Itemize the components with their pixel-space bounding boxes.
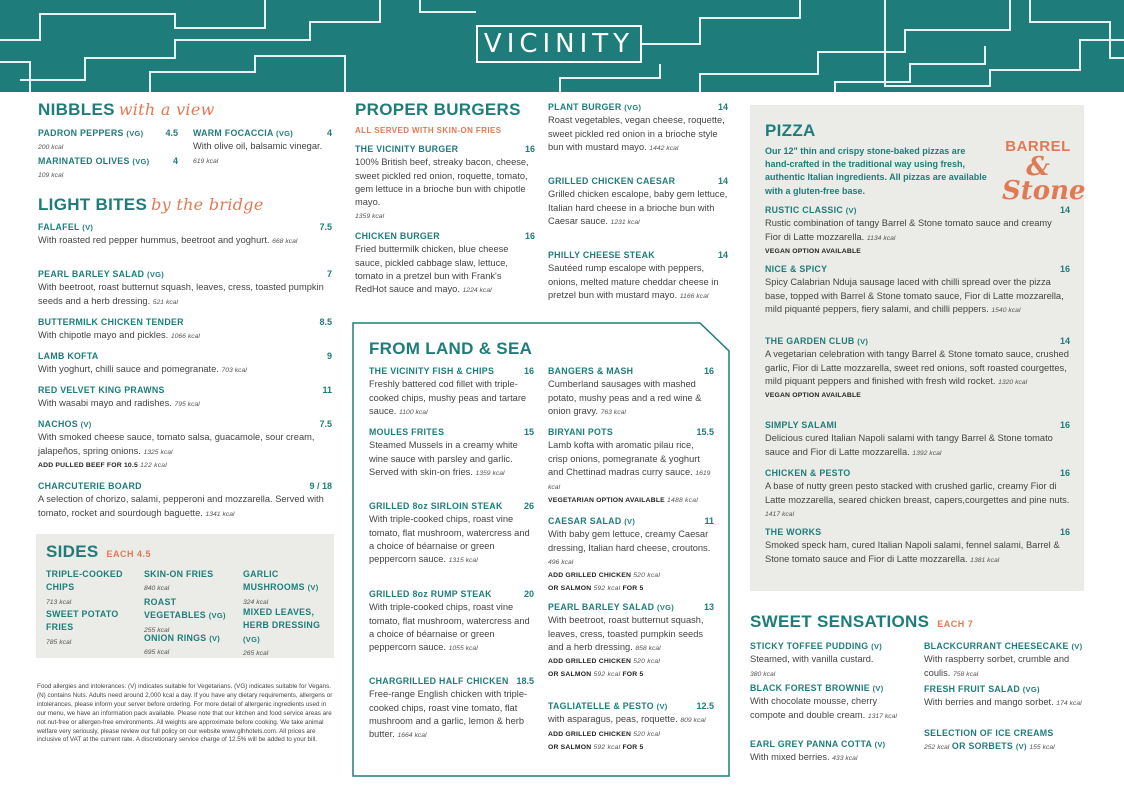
item-name: SIMPLY SALAMI [765, 420, 837, 430]
item-desc: Cumberland sausages with mashed potato, mushy peas and a red wine & onion gravy. [548, 379, 702, 416]
item-name: BANGERS & MASH [548, 366, 634, 376]
item-desc: 100% British beef, streaky bacon, cheese, sweet pickled red onion, roquette, tomato, gem lettuce in a brioche bun with chipotle mayo. [355, 157, 529, 208]
allergen-disclaimer: Food allergies and intolerances: (V) indicates suitable for Vegetarians. (VG) indicates suitable for Vegans. (N) contains Nuts. Adults need around 2,000 kcal a day. If you have any dietary requirements, allergens or intolerances, please inform your server before ordering. For more detail of allergenic ingredients used in our menu, we have an information pack available. Please note that our kitchen and food service areas are not nut-free or allergen-free environments. All weights are approximate before cooking. We take animal welfare very seriously, please review our full policy on our website www.glhhotels.com. All prices are inclusive of VAT at the current rate. A discretionary service charge of 12.5% will be added to your bill. [37, 683, 333, 744]
item-name: RED VELVET KING PRAWNS [38, 385, 165, 395]
item-kcal: 668 kcal [272, 238, 298, 246]
item-name: FRESH FRUIT SALAD (VG) [924, 684, 1040, 694]
item-note: ADD GRILLED CHICKEN 520 kcal [548, 730, 661, 738]
item-name: PEARL BARLEY SALAD (VG) [38, 269, 165, 279]
item-desc: With smoked cheese sauce, tomato salsa, guacamole, sour cream, jalapeños, spring onions. [38, 432, 315, 456]
item-note-2: OR SALMON 592 kcal FOR 5 [548, 585, 644, 593]
item-name: BLACKCURRANT CHEESECAKE (V) [924, 641, 1083, 651]
pizza-heading: PIZZA [765, 121, 816, 140]
item-price: 14 [717, 102, 728, 112]
item-name: BUTTERMILK CHICKEN TENDER [38, 317, 184, 327]
item-kcal: 1392 kcal [912, 449, 942, 457]
item-kcal: 785 kcal [46, 638, 72, 646]
menu-item [38, 155, 178, 183]
item-name: MIXED LEAVES, HERB DRESSING (VG) [243, 607, 321, 644]
item-desc: Sautéed rump escalope with peppers, onions, melted mature cheddar cheese in pretzel bun with mustard mayo. [548, 263, 719, 300]
item-desc: Lamb kofta with aromatic pilau rice, crisp onions, pomegranate & yoghurt and Chettinad madras curry sauce. [548, 440, 700, 477]
item-kcal: 858 kcal [635, 644, 661, 652]
item-name: FALAFEL (V) [38, 222, 94, 232]
item-name: NICE & SPICY [765, 264, 828, 274]
item-note-2: OR SALMON 592 kcal FOR 5 [548, 671, 644, 679]
item-price: 7.5 [319, 419, 332, 429]
item-name: GARLIC MUSHROOMS (V) [243, 569, 319, 593]
item-desc: With triple-cooked chips, roast vine tomato, flat mushroom, watercress and a choice of béarnaise or green peppercorn sauce. [369, 514, 530, 565]
item-kcal: 713 kcal [46, 598, 72, 606]
item-name: PEARL BARLEY SALAD (VG) [548, 602, 675, 612]
item-kcal: 496 kcal [548, 558, 574, 566]
menu-item [765, 526, 1070, 567]
sweet-price: EACH 7 [937, 619, 974, 629]
sides-title: SIDES [46, 542, 99, 561]
item-price: 11 [704, 516, 714, 526]
item-desc: Fried buttermilk chicken, blue cheese sauce, pickled cabbage slaw, lettuce, tomato in a pretzel bun with Frank's RedHot sauce and mayo. [355, 244, 509, 295]
item-kcal: 324 kcal [243, 598, 269, 606]
item-price: 12.5 [696, 701, 714, 711]
item-price: 20 [523, 589, 534, 599]
item-kcal: 1540 kcal [991, 306, 1021, 314]
item-name: THE VICINITY BURGER [355, 144, 459, 154]
item-kcal: 1325 kcal [143, 448, 173, 456]
menu-item [38, 221, 332, 249]
menu-item [750, 738, 910, 766]
menu-item [548, 249, 728, 303]
item-name: CHICKEN & PESTO [765, 468, 851, 478]
item-desc: A selection of chorizo, salami, pepperoni and mozzarella. Served with tomato, rocket and sourdough baguette. [38, 494, 324, 518]
menu-item [548, 601, 714, 682]
item-kcal: 174 kcal [1056, 700, 1082, 708]
item-kcal: 252 kcal [924, 744, 950, 752]
item-note: VEGAN OPTION AVAILABLE [765, 392, 862, 400]
item-name: ONION RINGS (V) [144, 633, 221, 643]
item-desc: With wasabi mayo and radishes. [38, 398, 172, 409]
item-price: 4 [172, 156, 178, 166]
menu-item [750, 682, 910, 723]
item-name: MOULES FRITES [369, 427, 445, 437]
menu-item [548, 101, 728, 155]
item-desc: With roasted red pepper hummus, beetroot and yoghurt. [38, 235, 270, 246]
item-name: GRILLED 8oz RUMP STEAK [369, 589, 492, 599]
item-desc: With beetroot, roast butternut squash, leaves, cress, toasted pumpkin seeds and a herb dressing. [38, 282, 324, 306]
light-bites-title: LIGHT BITES [38, 195, 148, 214]
item-kcal: 265 kcal [243, 649, 269, 657]
item-note: VEGETARIAN OPTION AVAILABLE 1488 kcal [548, 497, 698, 505]
item-alt-name: OR SORBETS (V) [951, 741, 1027, 752]
item-note: ADD PULLED BEEF FOR 10.5 122 kcal [38, 461, 167, 469]
item-desc: With chocolate mousse, cherry compote and double cream. [750, 696, 878, 720]
light-bites-heading [38, 195, 264, 215]
item-name: SWEET POTATO FRIES [46, 609, 119, 633]
item-kcal: 1442 kcal [649, 144, 679, 152]
item-desc: With baby gem lettuce, creamy Caesar dressing, Italian hard cheese, croutons. [548, 529, 711, 553]
item-price: 4 [326, 128, 332, 138]
item-desc: With olive oil, balsamic vinegar. [193, 141, 323, 152]
menu-item [548, 175, 728, 229]
menu-item [924, 727, 1094, 755]
burgers-subtitle: ALL SERVED WITH SKIN-ON FRIES [355, 126, 502, 135]
item-name: CHICKEN BURGER [355, 231, 440, 241]
item-kcal: 1134 kcal [866, 234, 896, 242]
item-name: CHARCUTERIE BOARD [38, 481, 142, 491]
light-bites-script: by the bridge [151, 195, 264, 214]
item-note: ADD GRILLED CHICKEN 520 kcal [548, 658, 661, 666]
sweet-heading [750, 612, 973, 632]
menu-item [38, 316, 332, 344]
item-kcal: 619 kcal [193, 157, 219, 165]
item-kcal: 380 kcal [750, 670, 776, 678]
item-desc: Spicy Calabrian Nduja sausage laced with chilli spread over the pizza base, topped with Barrel & Stone tomato sauce, Fior di Latte mozzarella, mild piquanté peppers, fiery salami, and chilli peppers. [765, 277, 1064, 314]
item-kcal: 1066 kcal [170, 333, 200, 341]
item-name: THE GARDEN CLUB (V) [765, 336, 869, 346]
sweet-title: SWEET SENSATIONS [750, 612, 930, 631]
item-name: PHILLY CHEESE STEAK [548, 250, 655, 260]
item-price: 15 [523, 427, 534, 437]
item-name: TAGLIATELLE & PESTO (V) [548, 701, 668, 711]
menu-item [355, 230, 535, 297]
item-price: 14 [717, 176, 728, 186]
item-note: VEGAN OPTION AVAILABLE [765, 247, 862, 255]
item-kcal: 1166 kcal [679, 292, 709, 300]
item-kcal: 1359 kcal [475, 469, 505, 477]
item-price: 16 [1059, 420, 1070, 430]
item-name: MARINATED OLIVES (VG) [38, 156, 150, 166]
menu-item [369, 588, 534, 655]
item-price: 7.5 [319, 222, 332, 232]
item-desc: With chipotle mayo and pickles. [38, 330, 169, 341]
item-desc: Rustic combination of tangy Barrel & Stone tomato sauce and creamy Fior di Latte mozzarella. [765, 218, 1052, 242]
item-price: 16 [1059, 527, 1070, 537]
burgers-heading: PROPER BURGERS [355, 100, 521, 119]
item-price: 15.5 [696, 427, 714, 437]
item-name: STICKY TOFFEE PUDDING (V) [750, 641, 883, 651]
menu-item [369, 500, 534, 567]
item-desc: With raspberry sorbet, crumble and coulis. [924, 654, 1070, 678]
menu-item [750, 640, 910, 681]
item-kcal: 1381 kcal [970, 556, 1000, 564]
item-price: 11 [322, 385, 332, 395]
menu-item [38, 480, 332, 521]
item-desc: With berries and mango sorbet. [924, 697, 1054, 708]
item-price: 14 [1059, 205, 1070, 215]
item-note-2: OR SALMON 592 kcal FOR 5 [548, 743, 644, 751]
item-price: 14 [1059, 336, 1070, 346]
item-name: BLACK FOREST BROWNIE (V) [750, 683, 884, 693]
menu-item [765, 204, 1070, 258]
item-kcal: 255 kcal [144, 626, 170, 634]
item-name: SKIN-ON FRIES [144, 569, 214, 579]
menu-item [369, 675, 534, 742]
item-desc: with asparagus, peas, roquette. [548, 714, 678, 725]
item-name: GRILLED CHICKEN CAESAR [548, 176, 676, 186]
item-kcal: 1320 kcal [998, 378, 1028, 386]
item-kcal: 1417 kcal [765, 510, 795, 518]
item-desc: Delicious cured Italian Napoli salami with tangy Barrel & Stone tomato sauce and Fior di Latte mozzarella. [765, 433, 1053, 457]
item-kcal: 1359 kcal [355, 213, 385, 221]
vicinity-logo: VICINITY [476, 25, 642, 63]
item-kcal: 109 kcal [38, 172, 64, 180]
side-item [243, 606, 331, 660]
item-price: 13 [703, 602, 714, 612]
item-kcal: 840 kcal [144, 585, 170, 593]
item-kcal: 809 kcal [680, 717, 706, 725]
item-kcal: 763 kcal [600, 408, 626, 416]
land-sea-heading: FROM LAND & SEA [369, 339, 533, 358]
item-desc: With mixed berries. [750, 752, 830, 763]
item-desc: A base of nutty green pesto stacked with crushed garlic, creamy Fior di Latte mozzarella, seared chicken breast, capers,courgettes and pine nuts. [765, 481, 1070, 505]
item-kcal: 1619 kcal [548, 469, 711, 492]
side-item [46, 608, 138, 649]
menu-item [38, 384, 332, 412]
menu-item [369, 365, 534, 419]
item-kcal: 521 kcal [152, 298, 179, 306]
logo-bottom-text: & Stone [1002, 152, 1086, 206]
item-price: 7 [326, 269, 332, 279]
menu-item [38, 350, 332, 378]
menu-item [369, 426, 534, 480]
item-desc: Freshly battered cod fillet with triple-cooked chips, mushy peas and tartare sauce. [369, 379, 527, 416]
item-desc: Grilled chicken escalope, baby gem lettuce, Italian hard cheese in a brioche bun with Caesar sauce. [548, 189, 728, 226]
menu-item [765, 263, 1070, 317]
item-kcal: 695 kcal [144, 649, 170, 657]
item-name: CHARGRILLED HALF CHICKEN [369, 676, 509, 686]
item-price: 16 [1059, 264, 1070, 274]
item-price: 9 [326, 351, 332, 361]
item-name: PADRON PEPPERS (VG) [38, 128, 144, 138]
item-kcal: 758 kcal [952, 670, 979, 678]
item-name: BIRYANI POTS [548, 427, 614, 437]
side-item [144, 568, 236, 596]
item-name: THE VICINITY FISH & CHIPS [369, 366, 495, 376]
side-item [243, 568, 329, 609]
item-price: 14 [717, 250, 728, 260]
nibbles-heading [38, 100, 215, 120]
menu-item [38, 418, 332, 472]
item-price: 16 [524, 231, 535, 241]
item-desc: Steamed Mussels in a creamy white wine sauce with parsley and garlic. Served with skin-on fries. [369, 440, 518, 477]
item-kcal: 200 kcal [38, 144, 64, 152]
menu-item [924, 683, 1094, 711]
item-desc: A vegetarian celebration with tangy Barrel & Stone tomato sauce, crushed garlic, Fior di Latte mozzarella, sweet red onions, soft roasted courgettes, mild piquant peppers and finished with fresh wild rocket. [765, 349, 1069, 386]
item-name: RUSTIC CLASSIC (V) [765, 205, 857, 215]
item-price: 16 [524, 144, 535, 154]
item-kcal: 1224 kcal [462, 287, 492, 295]
sides-price: EACH 4.5 [106, 549, 152, 559]
item-alt-kcal: 155 kcal [1029, 744, 1055, 752]
menu-item [548, 365, 714, 419]
menu-item [765, 467, 1070, 521]
item-kcal: 1341 kcal [205, 510, 235, 518]
item-price: 18.5 [516, 676, 534, 686]
item-desc: Smoked speck ham, cured Italian Napoli salami, fennel salami, Barrel & Stone tomato sauce and Fior di Latte mozzarella. [765, 540, 1060, 564]
side-item [144, 596, 240, 637]
item-name: ROAST VEGETABLES (VG) [144, 597, 226, 621]
item-name: EARL GREY PANNA COTTA (V) [750, 739, 886, 749]
pizza-intro: Our 12" thin and crispy stone-baked pizzas are hand-crafted in the traditional way using fresh, authentic Italian ingredients. All pizzas are available with a gluten-free base. [765, 146, 987, 196]
menu-item [924, 640, 1094, 681]
sides-heading [46, 542, 151, 562]
menu-item [548, 426, 714, 508]
menu-item [548, 700, 714, 754]
item-price: 26 [523, 501, 534, 511]
menu-item [548, 515, 714, 596]
item-desc: With beetroot, roast butternut squash, leaves, cress, toasted pumpkin seeds and a herb dressing. [548, 615, 704, 652]
item-kcal: 795 kcal [174, 401, 200, 409]
item-desc: With yoghurt, chilli sauce and pomegranate. [38, 364, 219, 375]
item-kcal: 433 kcal [832, 755, 858, 763]
item-name: NACHOS (V) [38, 419, 92, 429]
nibbles-title: NIBBLES [38, 100, 115, 119]
item-kcal: 703 kcal [221, 367, 247, 375]
side-item [46, 568, 138, 609]
menu-item [765, 335, 1070, 402]
logo-top-text: BARREL [1005, 138, 1071, 155]
item-price: 16 [523, 366, 534, 376]
item-kcal: 1055 kcal [448, 645, 478, 653]
item-price: 8.5 [319, 317, 332, 327]
menu-item [355, 143, 535, 224]
item-name: LAMB KOFTA [38, 351, 99, 361]
item-name: THE WORKS [765, 527, 822, 537]
item-name: TRIPLE-COOKED CHIPS [46, 569, 123, 593]
item-name: SELECTION OF ICE CREAMS [924, 728, 1054, 738]
item-note: ADD GRILLED CHICKEN 520 kcal [548, 572, 661, 580]
menu-item [38, 268, 332, 309]
header-banner [0, 0, 1124, 92]
barrel-stone-logo [1002, 138, 1086, 206]
item-kcal: 1315 kcal [448, 557, 478, 565]
menu-item [193, 127, 332, 168]
item-desc: Free-range English chicken with triple-cooked chips, roast vine tomato, flat mushroom and a garlic, lemon & herb butter. [369, 689, 528, 740]
item-kcal: 1231 kcal [610, 218, 640, 226]
menu-item [38, 127, 178, 155]
item-kcal: 1317 kcal [867, 712, 897, 720]
nibbles-script: with a view [118, 100, 215, 119]
item-desc: Roast vegetables, vegan cheese, roquette, sweet pickled red onion in a brioche style bun with mustard mayo. [548, 115, 725, 152]
item-price: 16 [1059, 468, 1070, 478]
item-desc: With triple-cooked chips, roast vine tomato, flat mushroom, watercress and a choice of béarnaise or green peppercorn sauce. [369, 602, 530, 653]
item-name: CAESAR SALAD (V) [548, 516, 636, 526]
item-name: PLANT BURGER (VG) [548, 102, 642, 112]
item-desc: Steamed, with vanilla custard. [750, 654, 874, 665]
item-price: 4.5 [165, 128, 178, 138]
side-item [144, 632, 240, 660]
item-name: WARM FOCACCIA (VG) [193, 128, 294, 138]
menu-item [765, 419, 1070, 460]
item-kcal: 1100 kcal [399, 408, 428, 416]
item-kcal: 1664 kcal [397, 732, 427, 740]
item-price: 9 / 18 [309, 481, 332, 491]
item-name: GRILLED 8oz SIRLOIN STEAK [369, 501, 503, 511]
item-price: 16 [703, 366, 714, 376]
